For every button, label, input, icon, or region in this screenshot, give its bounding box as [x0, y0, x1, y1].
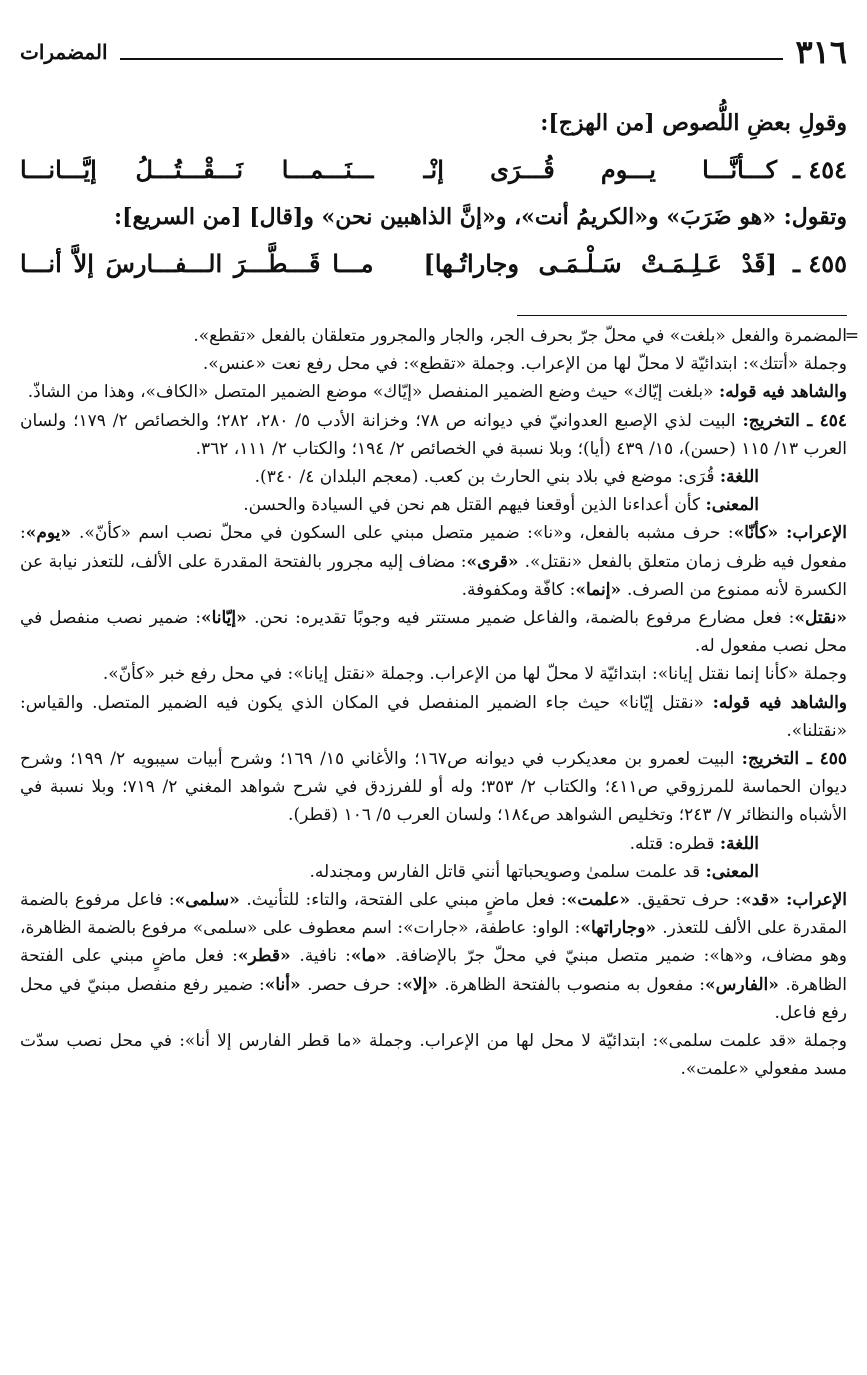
continuation-mark: = — [844, 326, 859, 346]
term: «إيّانا» — [200, 608, 255, 629]
jumla-455 — [20, 1027, 847, 1083]
page-number: ٣١٦ — [795, 33, 847, 71]
note-text: : حرف مشبه بالفعل، و«نا»: ضمير متصل مبني على السكون في محلّ نصب اسم «كأنّ». — [79, 523, 734, 544]
verse-455 — [20, 244, 847, 284]
running-title: المضمرات — [20, 40, 108, 64]
term: «إنما» — [575, 579, 627, 600]
term: «يوم» — [25, 523, 80, 544]
intro-line-2: وتقول: «هو ضَرَبَ» و«الكريمُ أنت»، و«إنَّ الذاهبين نحن» و[قال] [من السريع]: — [114, 204, 847, 230]
mana-454 — [20, 491, 847, 519]
note-text: وجملة «كأنا إنما نقتل إيانا»: ابتدائيّة لا محلّ لها من الإعراب. وجملة «نقتل إيانا»: في محل رفع خبر «كأنّ». — [102, 664, 847, 685]
footnote-paragraph — [20, 322, 859, 350]
footnote-rule — [517, 315, 847, 316]
note-text: : حرف حصر. — [307, 974, 403, 995]
takhrij-454 — [20, 407, 847, 463]
note-text: : مضاف إليه مجرور بالفتحة المقدرة على الألف، للتعذر نيابة عن الكسرة لأنه ممنوع من الصرف. — [20, 551, 847, 600]
note-text: : فعل ماضٍ مبني على الفتحة الظاهرة. — [20, 946, 847, 995]
term: «ما» — [350, 946, 396, 967]
note-text: : مفعول فيه ظرف زمان متعلق بالفعل «نقتل». — [20, 523, 847, 572]
verse-first-hemistich: [قَدْ عَـلِـمَـتْ سَـلْـمَـى وجاراتُـها] — [423, 249, 777, 278]
term: «قطر» — [237, 946, 300, 967]
note-text: «بلغت إيّاك» حيث وضع الضمير المنفصل «إيّاك» موضع الضمير المتصل «الكاف»، وهذا من الشاذّ. — [27, 382, 719, 403]
term: «نقتل» — [794, 608, 848, 629]
note-text: : الواو: عاطفة، «جارات»: اسم معطوف على «سلمى» مرفوع بالضمة الظاهرة، وهو مضاف، و«ها»: ضمير متصل مبنيّ في محلّ جرّ بالإضافة. — [20, 918, 847, 967]
jumla-454 — [20, 660, 847, 688]
note-text: قطره: قتله. — [629, 833, 720, 854]
note-text: «نقتل إيّانا» حيث جاء الضمير المنفصل في المكان الذي يكون فيه الضمير المتصل. والقياس: «نقتلنا». — [20, 692, 847, 741]
term: «أنا» — [264, 974, 308, 995]
note-text: قُرَى: موضع في بلاد بني الحارث بن كعب. (معجم البلدان ٤/ ٣٤٠). — [254, 467, 720, 488]
note-label: ٤٥٥ ـ التخريج: — [741, 749, 848, 770]
note-text: وجملة «أتتك»: ابتدائيّة لا محلّ لها من الإعراب. وجملة «تقطع»: في محل رفع نعت «عنس». — [202, 354, 847, 375]
term: «الفارس» — [704, 974, 786, 995]
note-label: اللغة: — [719, 467, 759, 488]
header-rule — [120, 58, 784, 60]
verse-second-hemistich: مـــا قَـــطَّـــرَ الـــفـــارسَ إلاَّ أنـــا — [20, 249, 374, 278]
verse-number: ٤٥٤ ـ — [792, 155, 847, 184]
page-header — [20, 32, 847, 72]
note-text: : فعل مضارع مرفوع بالضمة، والفاعل ضمير مستتر فيه وجوبًا تقديره: نحن. — [254, 608, 795, 629]
note-text: كأن أعداءنا الذين أوقعنا فيهم القتل هم نحن في السيادة والحسن. — [243, 495, 706, 516]
note-label: المعنى: — [705, 495, 759, 516]
footnote-paragraph — [20, 378, 847, 406]
term: «وجاراتها» — [580, 918, 663, 939]
irab-455 — [20, 886, 847, 1027]
note-text: : فاعل مرفوع بالضمة المقدرة على الألف للتعذر. — [20, 890, 848, 939]
note-text: البيت لذي الإصبع العدوانيّ في ديوانه ص ٧٨؛ وخزانة الأدب ٥/ ٢٨٠، ٢٨٢؛ والخصائص ٢/ ١٧٩؛ ولسان العرب ١٣/ ١١٥ (حسن)، ١٥/ ٤٣٩ (أيا)؛ وبلا نسبة في الخصائص ٢/ ١٩٤؛ والكتاب ٢/ ١١١، ٣٦٢. — [20, 410, 847, 459]
term: «سلمى» — [174, 890, 247, 911]
note-label: ٤٥٤ ـ التخريج: — [742, 410, 847, 431]
note-text: قد علمت سلمىٰ وصويحباتها أنني قاتل الفارس ومجندله. — [309, 861, 706, 882]
note-text: : فعل ماضٍ مبني على الفتحة، والتاء: للتأنيث. — [246, 890, 567, 911]
verse-first-hemistich: كـــأنَّـــا يـــوم قُـــرَى إنْـ — [423, 155, 777, 184]
note-label: المعنى: — [705, 861, 759, 882]
note-text: المضمرة والفعل «بلغت» في محلّ جرّ بحرف الجر، والجار والمجرور متعلقان بالفعل «تقطع». — [193, 326, 847, 346]
note-label: والشاهد فيه قوله: — [718, 382, 847, 403]
verse-number: ٤٥٥ ـ — [792, 249, 847, 278]
term: «علمت» — [566, 890, 637, 911]
verses-section — [20, 100, 847, 294]
note-label: والشاهد فيه قوله: — [712, 692, 847, 713]
footnote-paragraph — [20, 350, 847, 378]
verse-454 — [20, 150, 847, 190]
footnotes — [20, 322, 859, 1083]
term: «إلا» — [402, 974, 445, 995]
note-label: الإعراب: — [786, 523, 848, 544]
intro-line-1: وقولِ بعضِ اللُّصوص [من الهزج]: — [540, 110, 847, 136]
shahid-454 — [20, 689, 847, 745]
note-text: : مفعول به منصوب بالفتحة الظاهرة. — [444, 974, 705, 995]
term: «قد» — [741, 890, 787, 911]
takhrij-455 — [20, 745, 847, 830]
note-text: : كافّة ومكفوفة. — [461, 579, 576, 600]
note-text: : ضمير نصب منفصل في محل نصب مفعول له. — [20, 608, 847, 657]
verse-second-hemistich: ـــنَـــمـــا نَـــقْـــتُـــلُ إيَّـــانـــا — [20, 155, 374, 184]
mana-455 — [20, 858, 847, 886]
term: «قرى» — [466, 551, 525, 572]
note-text: : ضمير رفع منفصل مبنيّ في محل رفع فاعل. — [20, 974, 847, 1023]
note-label: اللغة: — [719, 833, 759, 854]
note-text: : حرف تحقيق. — [636, 890, 742, 911]
note-text: وجملة «قد علمت سلمى»: ابتدائيّة لا محل لها من الإعراب. وجملة «ما قطر الفارس إلا أنا»: في محل نصب سدّت مسد مفعولي «علمت». — [20, 1031, 847, 1080]
note-text: البيت لعمرو بن معديكرب في ديوانه ص١٦٧؛ والأغاني ١٥/ ١٦٩؛ وشرح أبيات سيبويه ٢/ ١٩٩؛ وشرح ديوان الحماسة للمرزوقي ص٤١١؛ والكتاب ٢/ ٣٥٣؛ وله أو للفرزدق في شرح شواهد المغني ٢/ ٧١٩؛ وبلا نسبة في الأشباه والنظائر ٧/ ٢٤٣؛ وتخليص الشواهد ص١٨٤؛ ولسان العرب ٥/ ١٠٦ (قطر). — [20, 749, 848, 826]
lugha-455 — [20, 830, 847, 858]
lugha-454 — [20, 463, 847, 491]
term: «كأنّا» — [733, 523, 787, 544]
note-label: الإعراب: — [786, 890, 848, 911]
irab-454 — [20, 519, 847, 604]
note-text: : نافية. — [299, 946, 351, 967]
irab-454-cont — [20, 604, 847, 660]
